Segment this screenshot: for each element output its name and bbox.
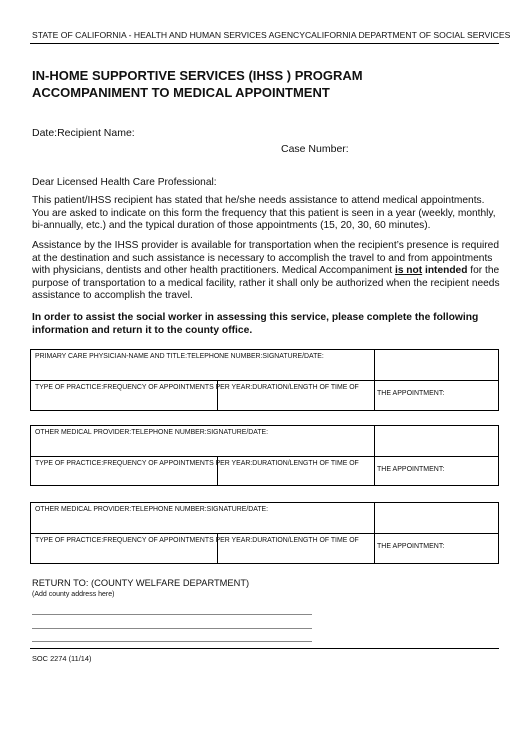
paragraph-1-text: This patient/IHSS recipient has stated that he/she needs assistance to attend medical appointments. You are asked to indicate on this form the frequency that this patient is seen in a year (weekly, monthly, bi-annually, etc.) and the typical duration of those appointments (15, 20, 30, 60 minutes).	[32, 195, 496, 232]
address-line-1[interactable]	[32, 614, 312, 615]
practice-row-3[interactable]	[31, 534, 498, 563]
column-divider	[374, 503, 375, 533]
paragraph-2-part-1: Assistance by the IHSS provider is available for transportation when the recipient’s presence is required at the destination and such assistance is necessary to accomplish the travel to and from appointments with physicians, dentists and other health practitioners. Medical Accompaniment	[32, 240, 499, 277]
paragraph-1	[32, 195, 502, 233]
instruction-text: In order to assist the social worker in assessing this service, please complete the following information and return it to the county office.	[32, 312, 479, 336]
salutation-text: Dear Licensed Health Care Professional:	[32, 177, 217, 188]
date-recipient-field[interactable]: Date:Recipient Name:	[32, 127, 135, 139]
title-line-1: IN-HOME SUPPORTIVE SERVICES (IHSS ) PROGRAM	[32, 68, 363, 83]
paragraph-2-text	[32, 240, 502, 303]
provider-row-2[interactable]	[31, 426, 498, 457]
column-divider	[374, 350, 375, 380]
practice-label: TYPE OF PRACTICE:FREQUENCY OF APPOINTMENTS PER YEAR:DURATION/LENGTH OF TIME OF	[35, 537, 359, 544]
practice-label: TYPE OF PRACTICE:FREQUENCY OF APPOINTMENTS PER YEAR:DURATION/LENGTH OF TIME OF	[35, 384, 359, 391]
provider-table-other-2	[30, 502, 499, 564]
column-divider	[374, 426, 375, 456]
footer-rule	[30, 648, 499, 649]
provider-row-3[interactable]	[31, 503, 498, 534]
provider-label: PRIMARY CARE PHYSICIAN-NAME AND TITLE:TELEPHONE NUMBER:SIGNATURE/DATE:	[35, 353, 324, 360]
provider-label: OTHER MEDICAL PROVIDER:TELEPHONE NUMBER:SIGNATURE/DATE:	[35, 429, 269, 436]
column-divider	[374, 534, 375, 563]
address-line-3[interactable]	[32, 641, 312, 642]
appointment-label: THE APPOINTMENT:	[377, 466, 445, 473]
form-title	[32, 67, 363, 101]
paragraph-2-part-2: for the purpose of transportation to a medical facility, rather it shall only be authorized when the recipient needs assistance to accomplish the travel.	[32, 265, 500, 302]
practice-row-1[interactable]	[31, 381, 498, 410]
emphasis-is-not: is not	[394, 265, 423, 277]
appointment-label: THE APPOINTMENT:	[377, 390, 445, 397]
paragraph-2	[32, 240, 502, 303]
provider-table-primary	[30, 349, 499, 411]
practice-row-2[interactable]	[31, 457, 498, 485]
emphasis-intended: intended	[425, 265, 468, 277]
address-line-2[interactable]	[32, 628, 312, 629]
provider-row-1[interactable]	[31, 350, 498, 381]
case-number-field[interactable]: Case Number:	[281, 143, 349, 155]
provider-label: OTHER MEDICAL PROVIDER:TELEPHONE NUMBER:SIGNATURE/DATE:	[35, 506, 269, 513]
return-to-heading: RETURN TO: (COUNTY WELFARE DEPARTMENT)	[32, 578, 250, 588]
form-number: SOC 2274 (11/14)	[32, 654, 92, 663]
agency-header: STATE OF CALIFORNIA - HEALTH AND HUMAN SERVICES AGENCYCALIFORNIA DEPARTMENT OF SOCIAL SERVICES	[32, 30, 511, 40]
practice-label: TYPE OF PRACTICE:FREQUENCY OF APPOINTMENTS PER YEAR:DURATION/LENGTH OF TIME OF	[35, 460, 359, 467]
appointment-label: THE APPOINTMENT:	[377, 543, 445, 550]
title-line-2: ACCOMPANIMENT TO MEDICAL APPOINTMENT	[32, 85, 330, 100]
column-divider	[374, 457, 375, 485]
header-rule	[30, 43, 499, 44]
column-divider	[374, 381, 375, 410]
salutation	[32, 177, 502, 190]
address-note: (Add county address here)	[32, 591, 115, 598]
provider-table-other-1	[30, 425, 499, 486]
